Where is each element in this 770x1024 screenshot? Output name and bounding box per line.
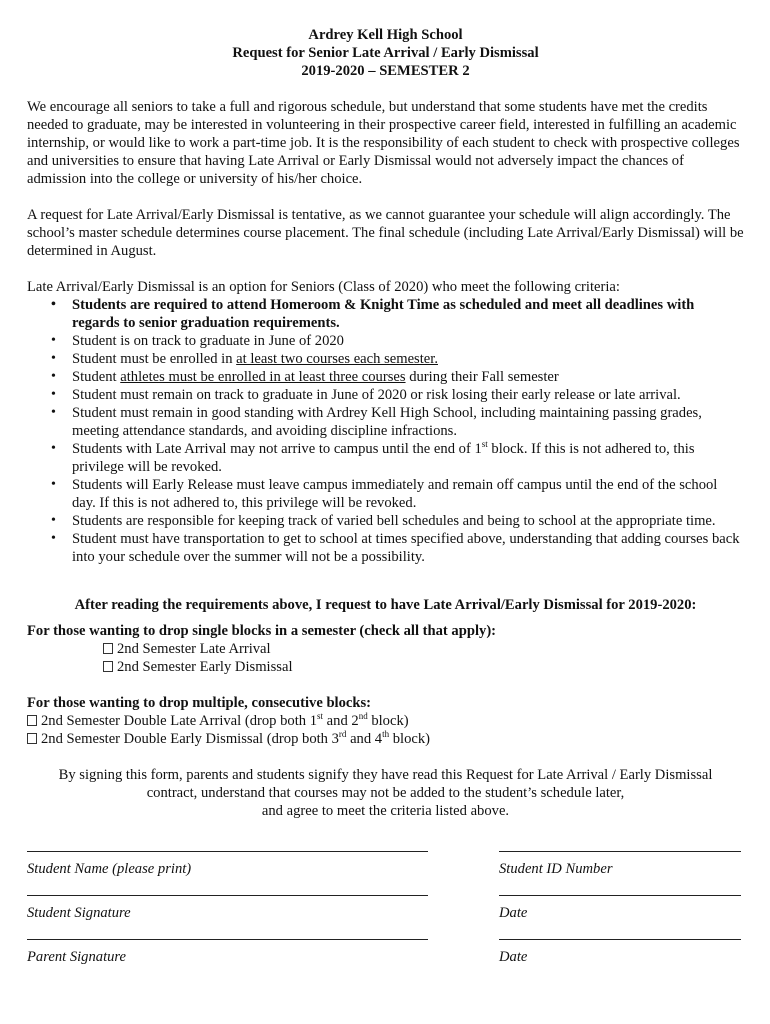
form-term: 2019-2020 – SEMESTER 2 xyxy=(301,63,470,79)
criteria-item: • Student must remain on track to graduate in June of 2020 or risk losing their early release or late arrival. xyxy=(72,386,744,404)
signing-statement-line: and agree to meet the criteria listed above. xyxy=(261,803,510,819)
intro-paragraph: We encourage all seniors to take a full and rigorous schedule, but understand that some students have met the credits needed to graduate, may be interested in volunteering in their prospective career field, interested in fulfilling an academic internship, or would like to work a part-time job. It is the responsibility of each student to check with prospective colleges and universities to ensure that having Late Arrival or Early Dismissal would not adversely impact the chances of admission into the college or university of his/her choice. xyxy=(27,99,740,187)
option-double-early-dismissal[interactable] xyxy=(27,730,744,748)
checkbox[interactable] xyxy=(103,661,113,672)
signing-statement-line: By signing this form, parents and students signify they have read this Request for Late Arrival / Early Dismissal xyxy=(58,767,713,783)
superscript: st xyxy=(317,711,324,722)
field-label: Student Name (please print) xyxy=(27,861,192,877)
form-title: Request for Senior Late Arrival / Early Dismissal xyxy=(232,45,539,61)
criteria-item: • Students are required to attend Homeroom & Knight Time as scheduled and meet all deadlines with regards to senior graduation requirements. xyxy=(72,296,744,332)
criteria-text: Students with Late Arrival may not arrive to campus until the end of 1 xyxy=(72,441,482,457)
criteria-item: • Students are responsible for keeping track of varied bell schedules and being to school at the appropriate time. xyxy=(72,512,744,530)
multiple-blocks-title: For those wanting to drop multiple, consecutive blocks: xyxy=(27,695,372,711)
checkbox[interactable] xyxy=(103,643,113,654)
criteria-text: Student xyxy=(72,369,121,385)
criteria-item xyxy=(72,440,744,476)
superscript: st xyxy=(481,439,488,450)
school-name: Ardrey Kell High School xyxy=(308,27,463,43)
field-label: Date xyxy=(499,905,528,921)
option-double-late-arrival[interactable] xyxy=(27,712,744,730)
criteria-item: • Student must have transportation to get to school at times specified above, understanding that adding courses back into your schedule over the summer will not be a possibility. xyxy=(72,530,744,566)
signing-statement-line: contract, understand that courses may not be added to the student’s schedule later, xyxy=(146,785,625,801)
field-label: Date xyxy=(499,949,528,965)
option-label: and 2 xyxy=(323,713,359,729)
student-name-field[interactable] xyxy=(27,851,428,878)
option-label: 2nd Semester Late Arrival xyxy=(117,641,271,657)
option-label: 2nd Semester Early Dismissal xyxy=(117,659,293,675)
field-label: Student Signature xyxy=(27,905,131,921)
option-late-arrival[interactable] xyxy=(27,640,744,658)
request-title: After reading the requirements above, I request to have Late Arrival/Early Dismissal for 2019-2020: xyxy=(74,597,697,613)
superscript: nd xyxy=(358,711,368,722)
criteria-item xyxy=(72,350,744,368)
criteria-intro: Late Arrival/Early Dismissal is an option for Seniors (Class of 2020) who meet the following criteria: xyxy=(27,279,620,295)
signature-section xyxy=(27,851,742,987)
criteria-underlined-text: at least two courses each semester. xyxy=(236,351,438,367)
student-id-field[interactable] xyxy=(499,851,741,878)
criteria-item: • Student must remain in good standing with Ardrey Kell High School, including maintaining passing grades, meeting attendance standards, and avoiding discipline infractions. xyxy=(72,404,744,440)
signature-row xyxy=(27,895,742,939)
parent-signature-field[interactable] xyxy=(27,939,428,966)
superscript: th xyxy=(382,729,390,740)
option-label: block) xyxy=(367,713,409,729)
criteria-text: during their Fall semester xyxy=(405,369,559,385)
field-label: Parent Signature xyxy=(27,949,127,965)
signature-row xyxy=(27,939,742,987)
checkbox[interactable] xyxy=(27,715,37,726)
signing-statement xyxy=(27,766,744,820)
option-label: 2nd Semester Double Early Dismissal (drop both 3 xyxy=(41,731,339,747)
checkbox[interactable] xyxy=(27,733,37,744)
option-label: block) xyxy=(389,731,431,747)
form-header xyxy=(27,26,744,80)
tentative-paragraph: A request for Late Arrival/Early Dismissal is tentative, as we cannot guarantee your schedule will align accordingly. The school’s master schedule determines course placement. The final schedule (including Late Arrival/Early Dismissal) will be determined in August. xyxy=(27,207,744,259)
option-label: and 4 xyxy=(346,731,383,747)
signature-row xyxy=(27,851,742,895)
student-signature-field[interactable] xyxy=(27,895,428,922)
criteria-item: • Students will Early Release must leave campus immediately and remain off campus until the end of the school day. If this is not adhered to, this privilege will be revoked. xyxy=(72,476,744,512)
criteria-item: • Student is on track to graduate in June of 2020 xyxy=(72,332,744,350)
field-label: Student ID Number xyxy=(499,861,613,877)
criteria-list xyxy=(27,296,744,566)
option-label: 2nd Semester Double Late Arrival (drop both 1 xyxy=(41,713,317,729)
student-date-field[interactable] xyxy=(499,895,741,922)
criteria-item xyxy=(72,368,744,386)
criteria-text: Student must be enrolled in xyxy=(72,351,237,367)
option-early-dismissal[interactable] xyxy=(27,658,744,676)
criteria-underlined-text: athletes must be enrolled in at least three courses xyxy=(120,369,406,385)
criteria-text: block. If this is not adhered to, this privilege will be revoked. xyxy=(72,441,695,475)
superscript: rd xyxy=(338,729,347,740)
parent-date-field[interactable] xyxy=(499,939,741,966)
single-blocks-title: For those wanting to drop single blocks in a semester (check all that apply): xyxy=(27,623,497,639)
